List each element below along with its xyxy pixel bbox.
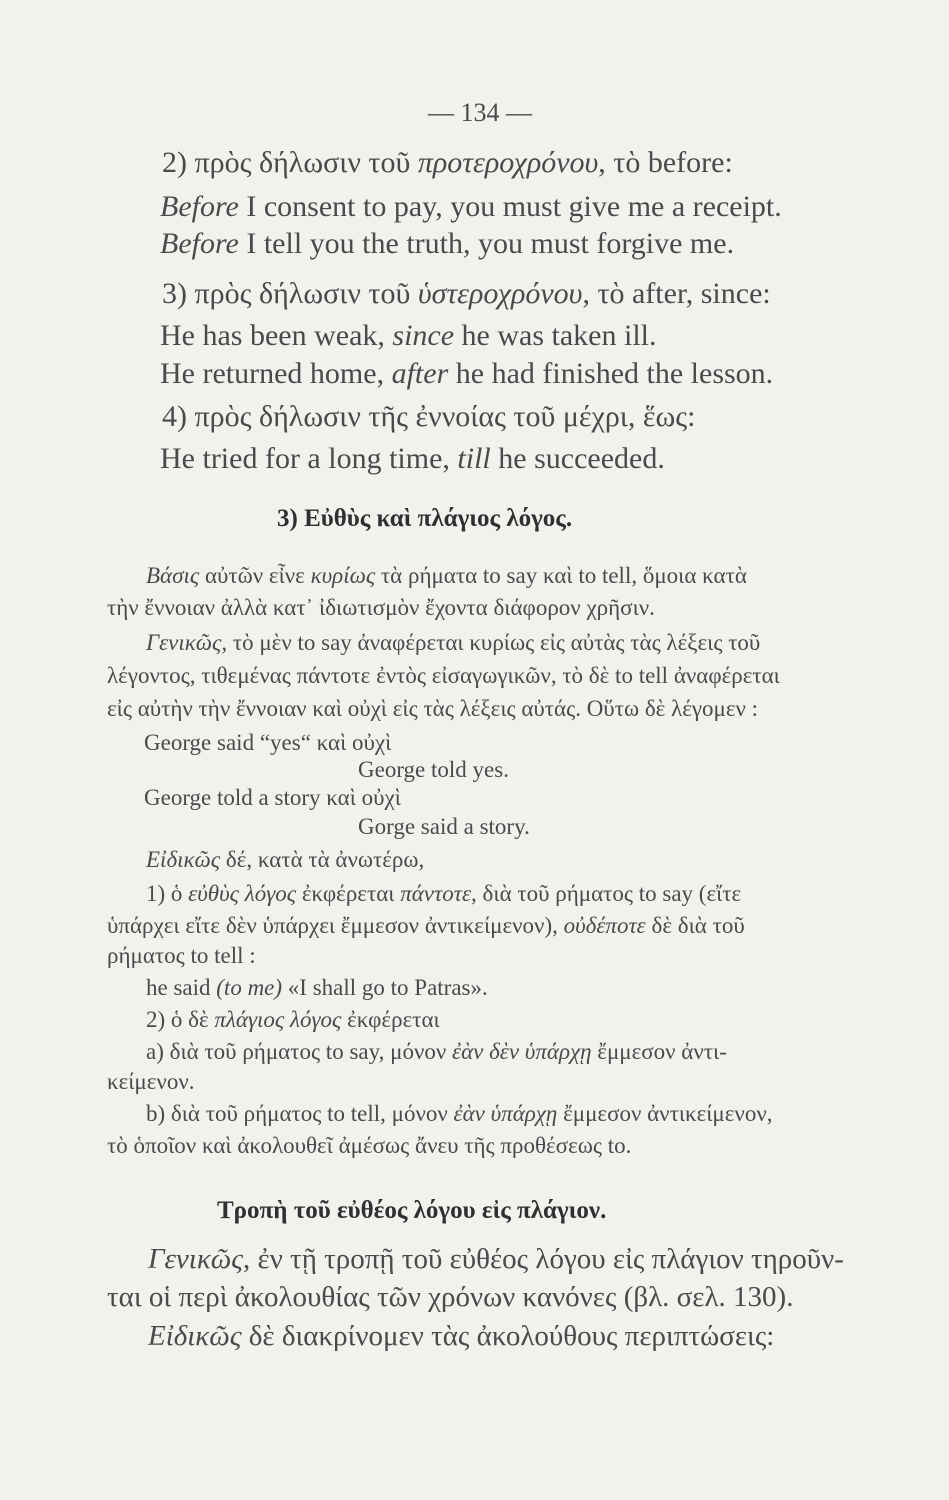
paragraph-line: 1) ὁ εὐθὺς λόγος ἐκφέρεται πάντοτε, διὰ τοῦ ρήματος to say (εἴτε xyxy=(146,881,742,906)
paragraph-line: τὸ ὁποῖον καὶ ἀκολουθεῖ ἀμέσως ἄνευ τῆς προθέσεως to. xyxy=(107,1133,632,1158)
example-line: George told yes. xyxy=(358,757,509,782)
section-title: 3) Εὐθὺς καὶ πλάγιος λόγος. xyxy=(277,505,573,532)
example-line: He has been weak, since he was taken ill. xyxy=(160,319,657,352)
paragraph-line: Γενικῶς, τὸ μὲν to say ἀναφέρεται κυρίως εἰς αὐτὰς τὰς λέξεις τοῦ xyxy=(146,630,761,655)
example-line: George said “yes“ καὶ οὐχὶ xyxy=(144,730,392,755)
example-line: Gorge said a story. xyxy=(358,814,530,839)
example-line: Before I tell you the truth, you must forgive me. xyxy=(160,227,735,260)
section-2-heading: 2) πρὸς δήλωσιν τοῦ προτεροχρόνου, τὸ before: xyxy=(162,146,733,179)
example-line: he said (to me) «I shall go to Patras». xyxy=(146,975,488,1000)
paragraph-line: a) διὰ τοῦ ρήματος to say, μόνον ἐὰν δὲν ὑπάρχῃ ἔμμεσον ἀντι- xyxy=(146,1039,727,1064)
page-number: — 134 — xyxy=(428,98,532,127)
example-line: George told a story καὶ οὐχὶ xyxy=(144,785,401,810)
paragraph-line: Εἰδικῶς δὲ διακρίνομεν τὰς ἀκολούθους περιπτώσεις: xyxy=(148,1320,775,1352)
paragraph-line: ται οἱ περὶ ἀκολουθίας τῶν χρόνων κανόνες (βλ. σελ. 130). xyxy=(107,1281,794,1313)
paragraph-line: 2) ὁ δὲ πλάγιος λόγος ἐκφέρεται xyxy=(146,1007,440,1032)
example-line: Before I consent to pay, you must give me a receipt. xyxy=(160,190,782,223)
paragraph-line: Εἰδικῶς δέ, κατὰ τὰ ἀνωτέρω, xyxy=(146,847,425,872)
paragraph-line: Βάσις αὐτῶν εἶνε κυρίως τὰ ρήματα to say καὶ to tell, ὅμοια κατὰ xyxy=(146,563,747,588)
paragraph-line: ρήματος to tell : xyxy=(107,943,256,968)
paragraph-line: τὴν ἔννοιαν ἀλλὰ κατ᾽ ἰδιωτισμὸν ἔχοντα διάφορον χρῆσιν. xyxy=(107,595,655,620)
section-title: Τροπὴ τοῦ εὐθέος λόγου εἰς πλάγιον. xyxy=(217,1197,607,1224)
paragraph-line: b) διὰ τοῦ ρήματος to tell, μόνον ἐὰν ὑπάρχῃ ἔμμεσον ἀντικείμενον, xyxy=(146,1101,773,1126)
section-3-heading: 3) πρὸς δήλωσιν τοῦ ὑστεροχρόνου, τὸ after, since: xyxy=(162,277,771,310)
paragraph-line: λέγοντος, τιθεμένας πάντοτε ἐντὸς εἰσαγωγικῶν, τὸ δὲ to tell ἀναφέρεται xyxy=(107,663,780,688)
example-line: He returned home, after he had finished the lesson. xyxy=(160,357,774,390)
paragraph-line: κείμενον. xyxy=(107,1069,195,1094)
paragraph-line: Γενικῶς, ἐν τῇ τροπῇ τοῦ εὐθέος λόγου εἰς πλάγιον τηροῦν- xyxy=(148,1243,844,1275)
paragraph-line: ὑπάρχει εἴτε δὲν ὑπάρχει ἔμμεσον ἀντικείμενον), οὐδέποτε δὲ διὰ τοῦ xyxy=(107,913,745,938)
paragraph-line: εἰς αὐτὴν τὴν ἔννοιαν καὶ οὐχὶ εἰς τὰς λέξεις αὐτάς. Οὕτω δὲ λέγομεν : xyxy=(107,696,759,721)
example-line: He tried for a long time, till he succeeded. xyxy=(160,442,665,475)
section-4-heading: 4) πρὸς δήλωσιν τῆς ἐννοίας τοῦ μέχρι, ἕως: xyxy=(162,400,696,433)
